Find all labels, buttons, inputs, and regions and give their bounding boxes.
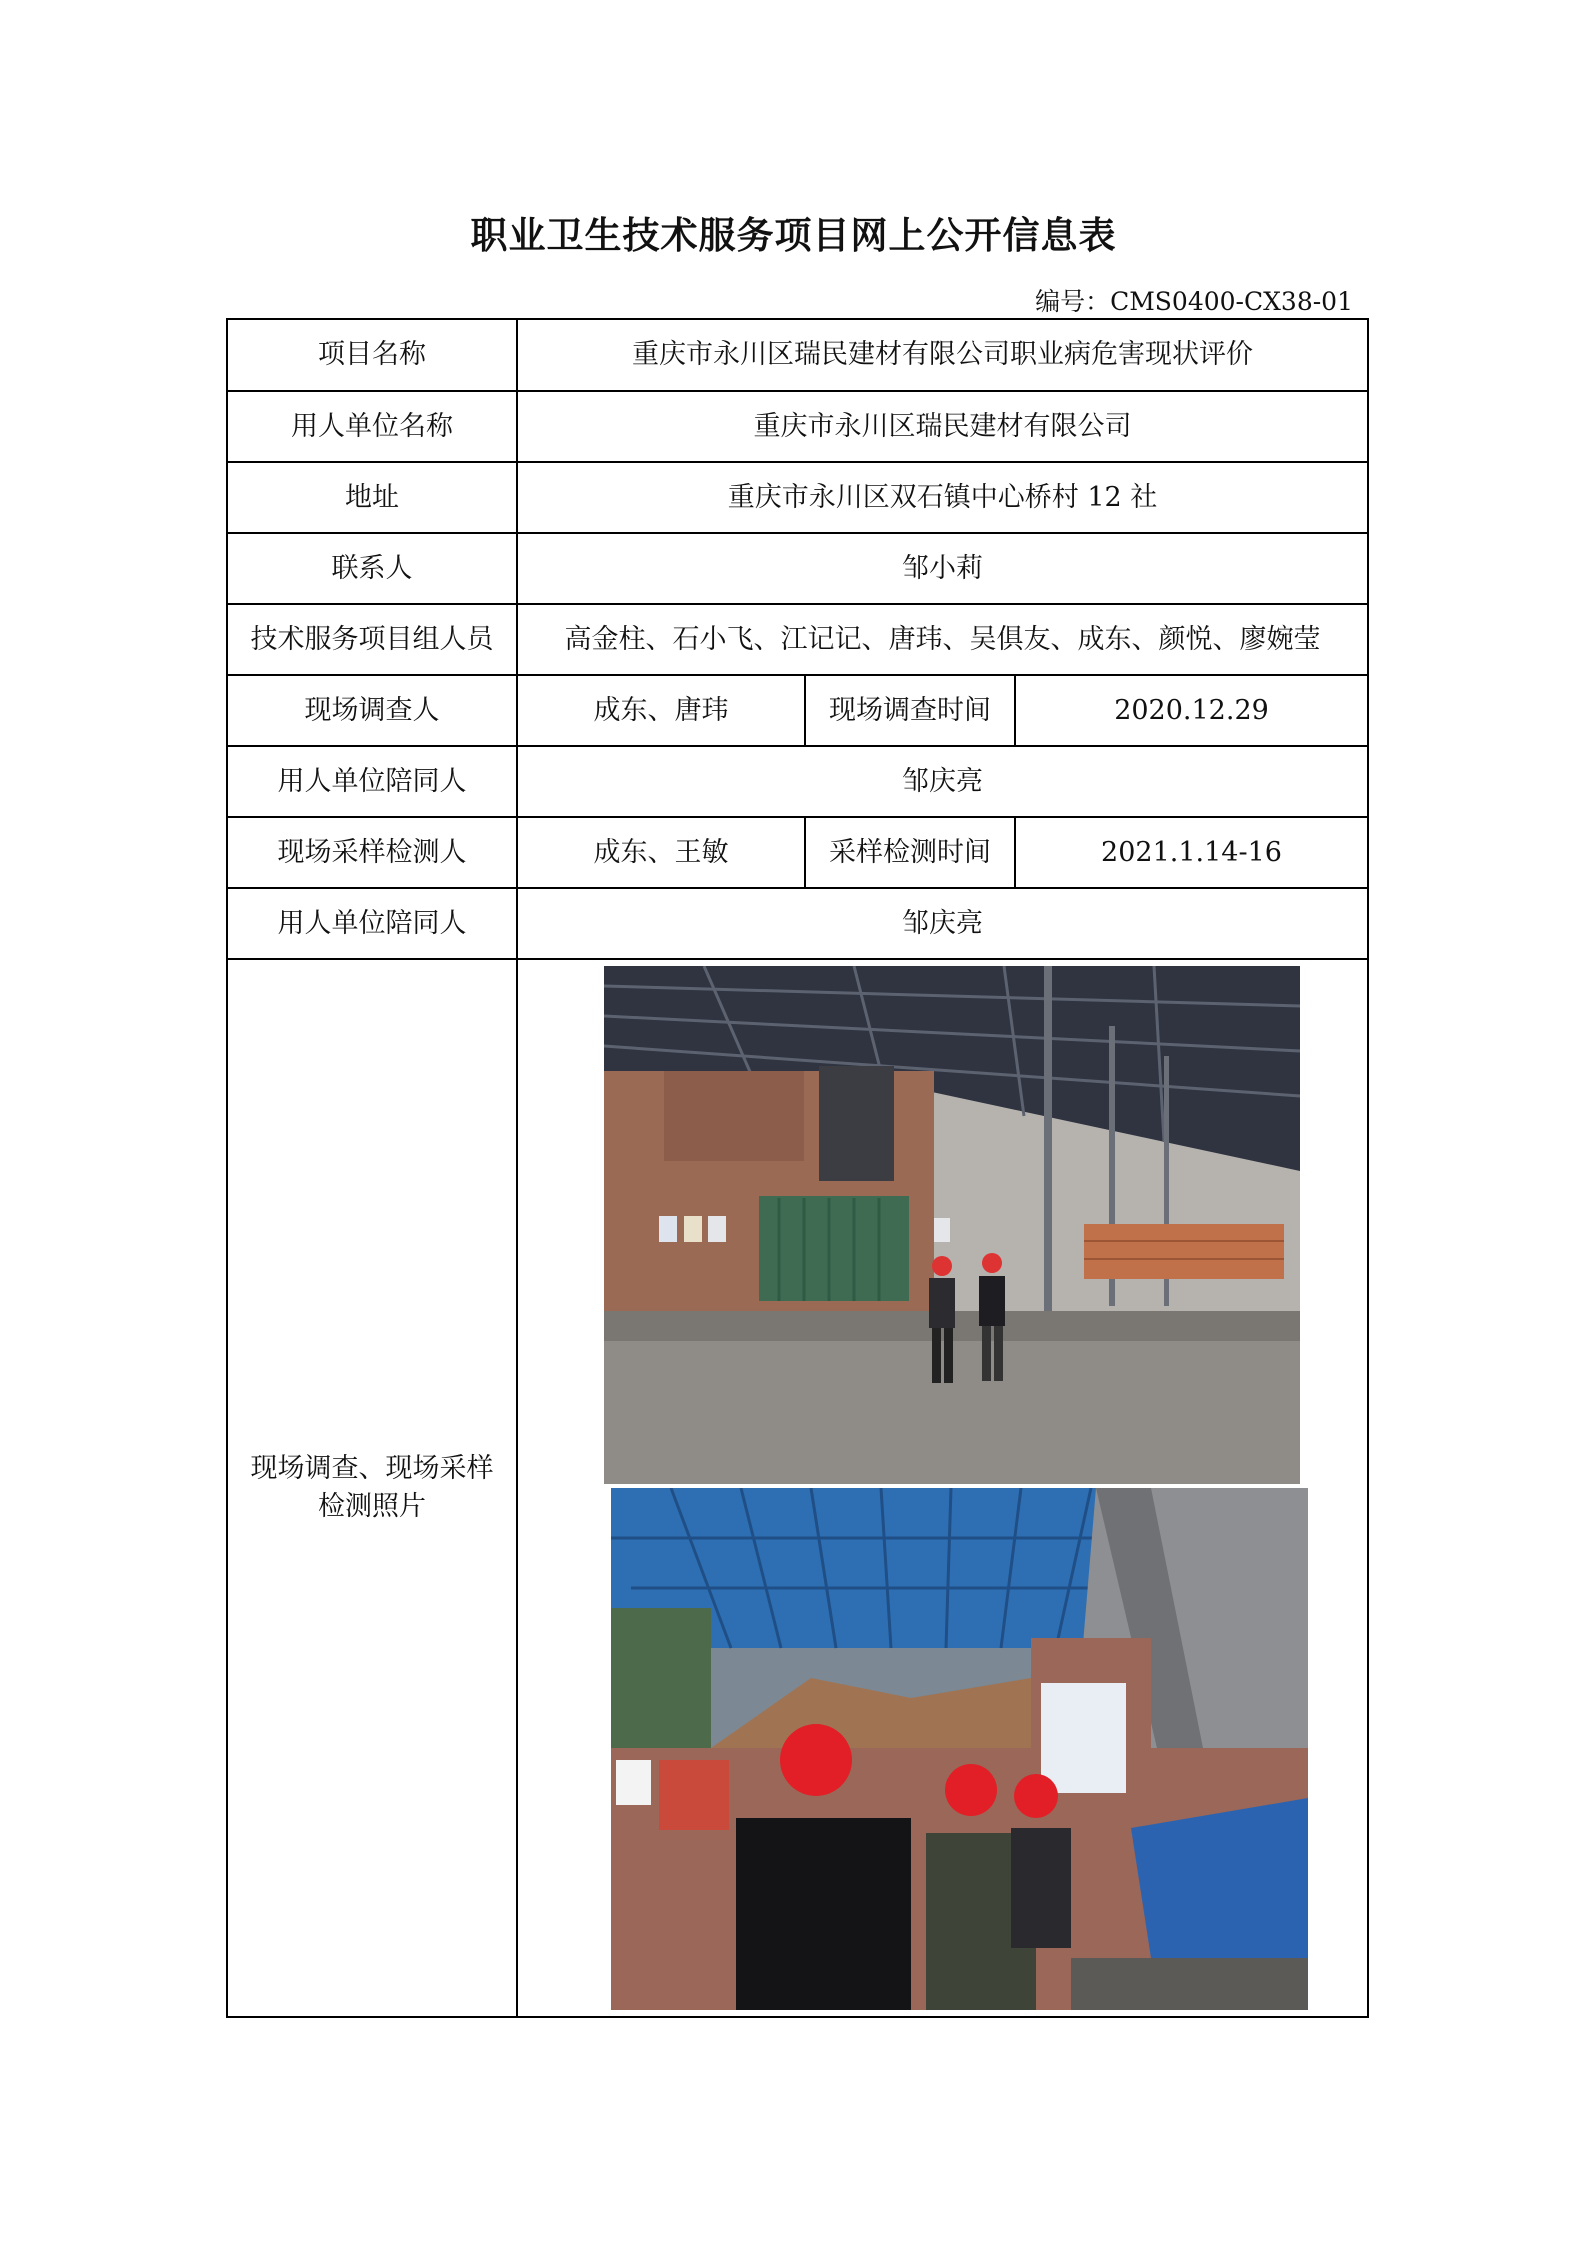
employer-name-label: 用人单位名称: [291, 410, 453, 442]
sampling-label: 现场采样检测人: [277, 836, 467, 868]
document-code: 编号：CMS0400-CX38-01: [1035, 287, 1353, 316]
project-name-value: 重庆市永川区瑞民建材有限公司职业病危害现状评价: [632, 339, 1253, 371]
team-members-value: 高金柱、石小飞、江记记、唐玮、吴俱友、成东、颜悦、廖婉莹: [564, 623, 1321, 655]
project-name-label: 项目名称: [318, 339, 426, 371]
escort-label-2: 用人单位陪同人: [277, 907, 467, 939]
escort-value-2: 邹庆亮: [902, 907, 983, 939]
site-survey-value: 成东、唐玮: [593, 694, 729, 726]
employer-name-value: 重庆市永川区瑞民建材有限公司: [753, 410, 1132, 442]
site-survey-time-value: 2020.12.29: [1114, 694, 1269, 726]
info-table: [226, 318, 1369, 2018]
sampling-time-label: 采样检测时间: [829, 836, 991, 868]
address-label: 地址: [345, 481, 399, 513]
escort-value: 邹庆亮: [902, 765, 983, 797]
site-survey-label: 现场调查人: [304, 694, 440, 726]
site-survey-photo: [604, 966, 1300, 1484]
contact-value: 邹小莉: [902, 552, 983, 584]
sampling-photo: [611, 1488, 1308, 2010]
sampling-time-value: 2021.1.14-16: [1101, 836, 1282, 868]
address-value: 重庆市永川区双石镇中心桥村 12 社: [727, 481, 1158, 513]
team-members-label: 技术服务项目组人员: [250, 623, 494, 655]
contact-label: 联系人: [331, 552, 413, 584]
photos-label: 现场调查、现场采样检测照片: [250, 1453, 494, 1522]
sampling-value: 成东、王敏: [593, 836, 729, 868]
site-survey-time-label: 现场调查时间: [829, 694, 991, 726]
escort-label: 用人单位陪同人: [277, 765, 467, 797]
document-title: 职业卫生技术服务项目网上公开信息表: [470, 213, 1117, 257]
